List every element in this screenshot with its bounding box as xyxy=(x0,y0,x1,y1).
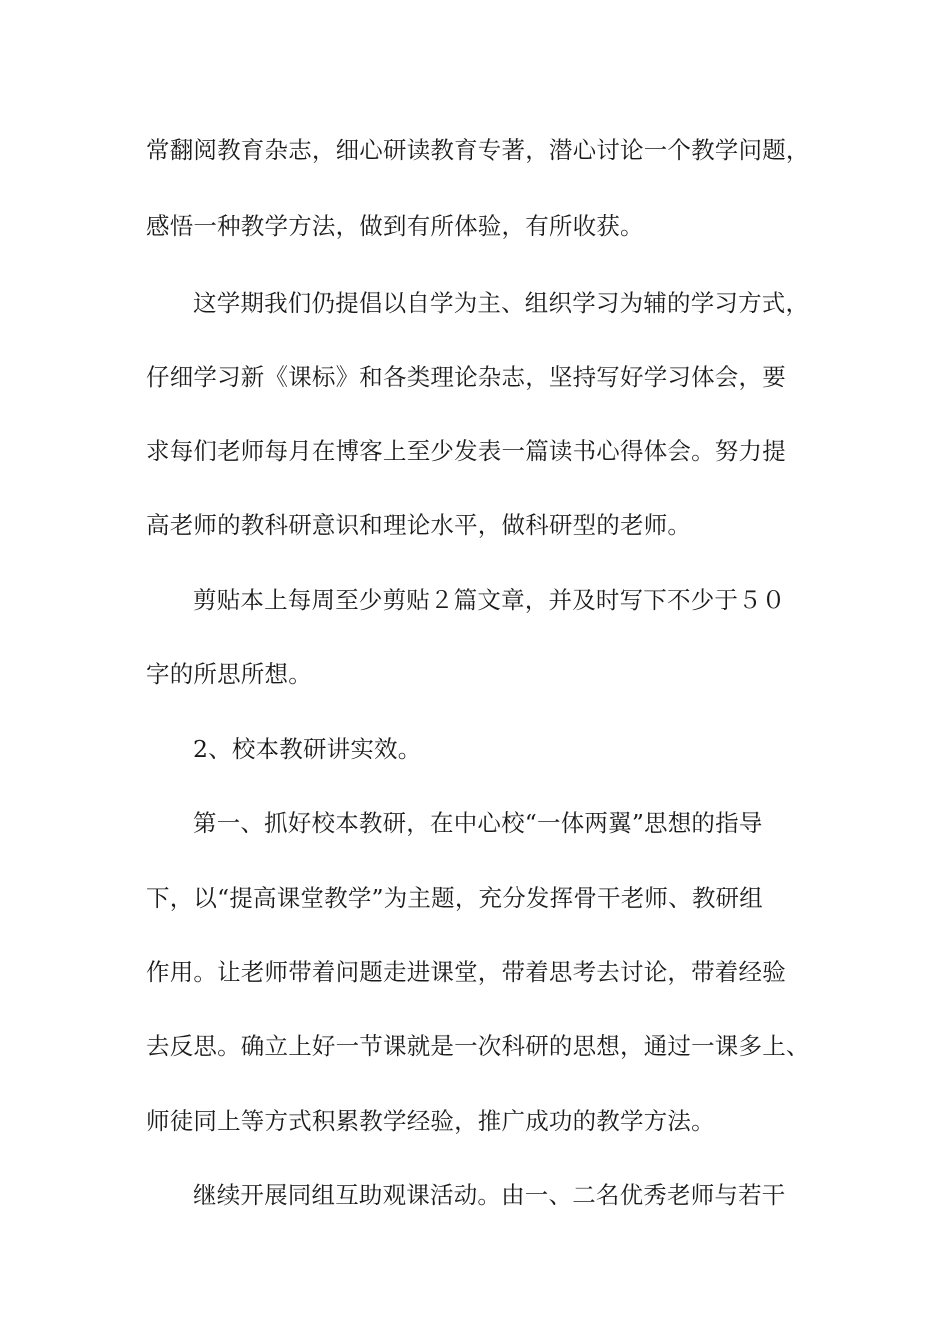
paragraph-start-line: 第一、抓好校本教研，在中心校“一体两翼”思想的指导 xyxy=(193,809,763,837)
text-line: 作用。让老师带着问题走进课堂，带着思考去讨论，带着经验 xyxy=(146,958,786,986)
paragraph-start-line: 继续开展同组互助观课活动。由一、二名优秀老师与若干 xyxy=(193,1181,786,1209)
text-line: 感悟一种教学方法，做到有所体验，有所收获。 xyxy=(146,212,644,240)
paragraph-start-line: 剪贴本上每周至少剪贴２篇文章，并及时写下不少于５０ xyxy=(193,586,786,614)
text-line: 下，以“提高课堂教学”为主题，充分发挥骨干老师、教研组 xyxy=(146,884,763,912)
section-heading: 2、校本教研讲实效。 xyxy=(193,735,422,763)
text-line: 高老师的教科研意识和理论水平，做科研型的老师。 xyxy=(146,511,692,539)
text-line: 师徒同上等方式积累教学经验，推广成功的教学方法。 xyxy=(146,1107,715,1135)
text-line: 仔细学习新《课标》和各类理论杂志，坚持写好学习体会，要 xyxy=(146,363,786,391)
text-line: 求每们老师每月在博客上至少发表一篇读书心得体会。努力提 xyxy=(146,437,786,465)
text-line: 常翻阅教育杂志，细心研读教育专著，潜心讨论一个教学问题， xyxy=(146,136,810,164)
text-line: 去反思。确立上好一节课就是一次科研的思想，通过一课多上、 xyxy=(146,1032,810,1060)
text-line: 字的所思所想。 xyxy=(146,660,312,688)
paragraph-start-line: 这学期我们仍提倡以自学为主、组织学习为辅的学习方式， xyxy=(193,289,810,317)
